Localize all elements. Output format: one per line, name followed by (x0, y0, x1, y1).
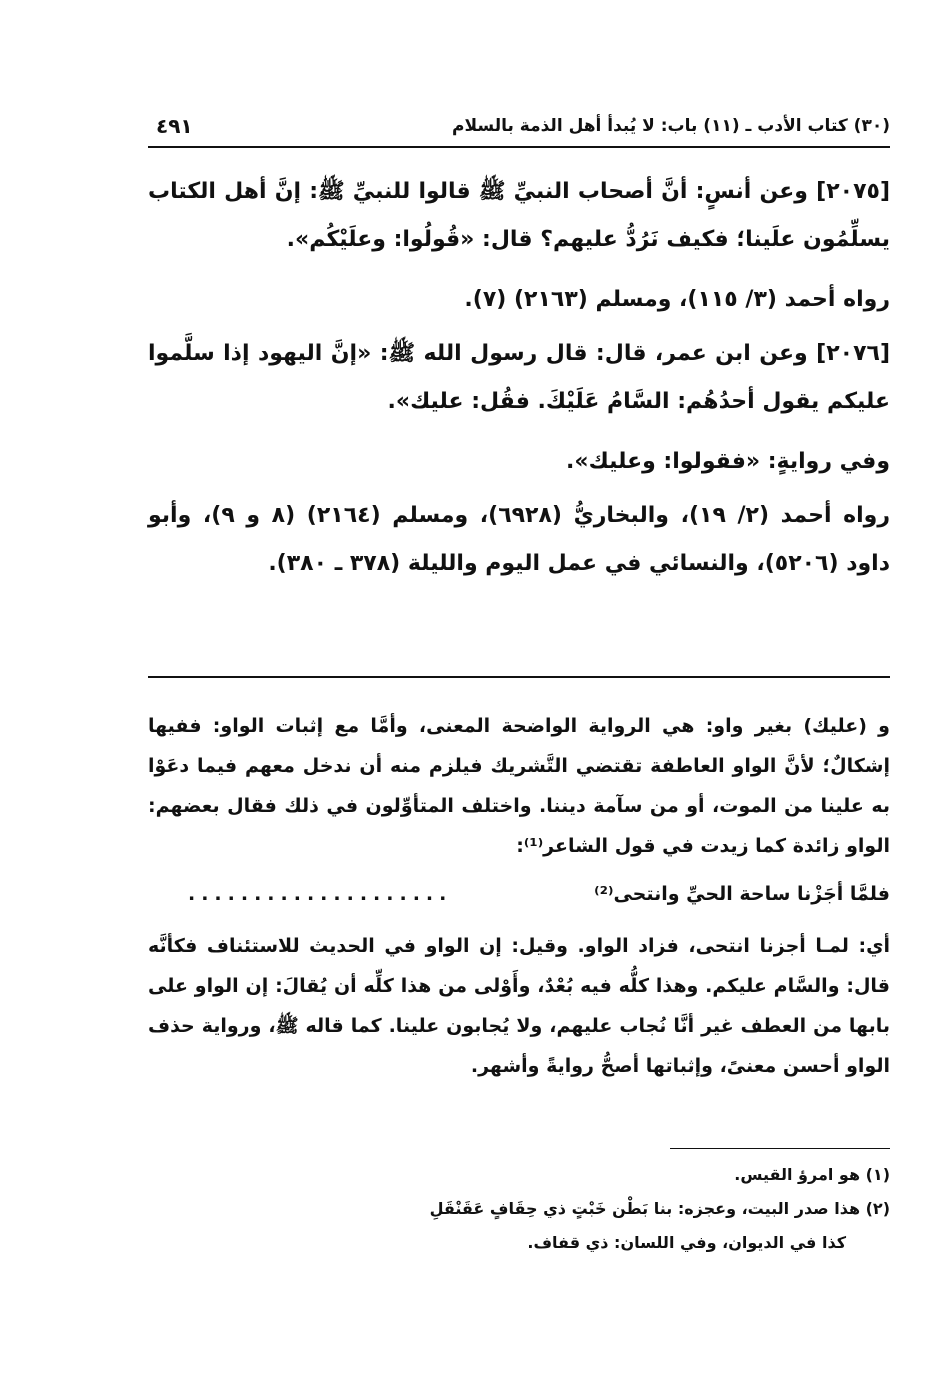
hadith-2076-source: رواه أحمد (٢/ ١٩)، والبخاريُّ (٦٩٢٨)، ومسلم (٢١٦٤) (٨ و ٩)، وأبو داود (٥٢٠٦)، والنسائي في عمل اليوم والليلة (٣٧٨ ـ ٣٨٠). (148, 503, 890, 576)
footnotes (148, 1158, 890, 1260)
verse-dots: .................... (188, 883, 453, 905)
verse-text: فلمَّا أجَزْنا ساحة الحيِّ وانتحى⁽²⁾ (594, 883, 890, 905)
commentary-paragraph-1: و (عليك) بغير واو: هي الرواية الواضحة المعنى، وأمَّا مع إثبات الواو: ففيها إشكالٌ؛ لأنَّ الواو العاطفة تقتضي التَّشريك فيلزم منه أن ندخل معهم فيما دعَوْا به علينا من الموت، أو من سآمة ديننا. واختلف المتأوِّلون في ذلك فقال بعضهم: الواو زائدة كما زيدت في قول الشاعر⁽¹⁾: (148, 715, 890, 857)
page-number: ٤٩١ (156, 114, 193, 138)
book-page (148, 108, 890, 1252)
footnote-2: (٢) هذا صدر البيت، وعجزه: بنا بَطْن خَبْتٍ ذي حِقَافٍ عَقَنْقَلِ (429, 1199, 890, 1218)
footnote-2-continuation: كذا في الديوان، وفي اللسان: ذي قفاف. (527, 1233, 846, 1252)
hadith-2075-source: رواه أحمد (٣/ ١١٥)، ومسلم (٢١٦٣) (٧). (464, 287, 890, 312)
header-rule (148, 146, 890, 148)
hadith-2075: [٢٠٧٥] وعن أنسٍ: أنَّ أصحاب النبيِّ ﷺ قالوا للنبيِّ ﷺ: إنَّ أهل الكتاب يسلِّمُون علَينا؛ فكيف نَرُدُّ عليهم؟ قال: «قُولُوا: وعلَيْكُم». (148, 179, 890, 252)
poetry-verse (148, 874, 890, 914)
footnote-rule (670, 1148, 890, 1149)
hadith-2076: [٢٠٧٦] وعن ابن عمر، قال: قال رسول الله ﷺ: «إنَّ اليهود إذا سلَّموا عليكم يقول أحدُهُم: السَّامُ عَلَيْكَ. فقُل: عليك». (148, 341, 890, 414)
page-header (148, 108, 890, 148)
running-title: (٣٠) كتاب الأدب ـ (١١) باب: لا يُبدأ أهل الذمة بالسلام (452, 116, 890, 136)
commentary (148, 706, 890, 1094)
footnote-1: (١) هو امرؤ القيس. (734, 1165, 890, 1184)
section-divider (148, 676, 890, 678)
hadith-2076-variant: وفي روايةٍ: «فقولوا: وعليك». (566, 449, 890, 474)
commentary-paragraph-2: أي: لمـا أجزنا انتحى، فزاد الواو. وقيل: إن الواو في الحديث للاستئناف فكأنَّه قال: والسَّام عليكم. وهذا كلُّه فيه بُعْدٌ، وأَوْلى من هذا كلِّه أن يُقالَ: إن الواو على بابها من العطف غير أنَّا نُجاب عليهم، ولا يُجابون علينا. كما قاله ﷺ، ورواية حذف الواو أحسن معنىً، وإثباتها أصحُّ روايةً وأشهر. (148, 935, 890, 1077)
hadith-text (148, 168, 890, 600)
